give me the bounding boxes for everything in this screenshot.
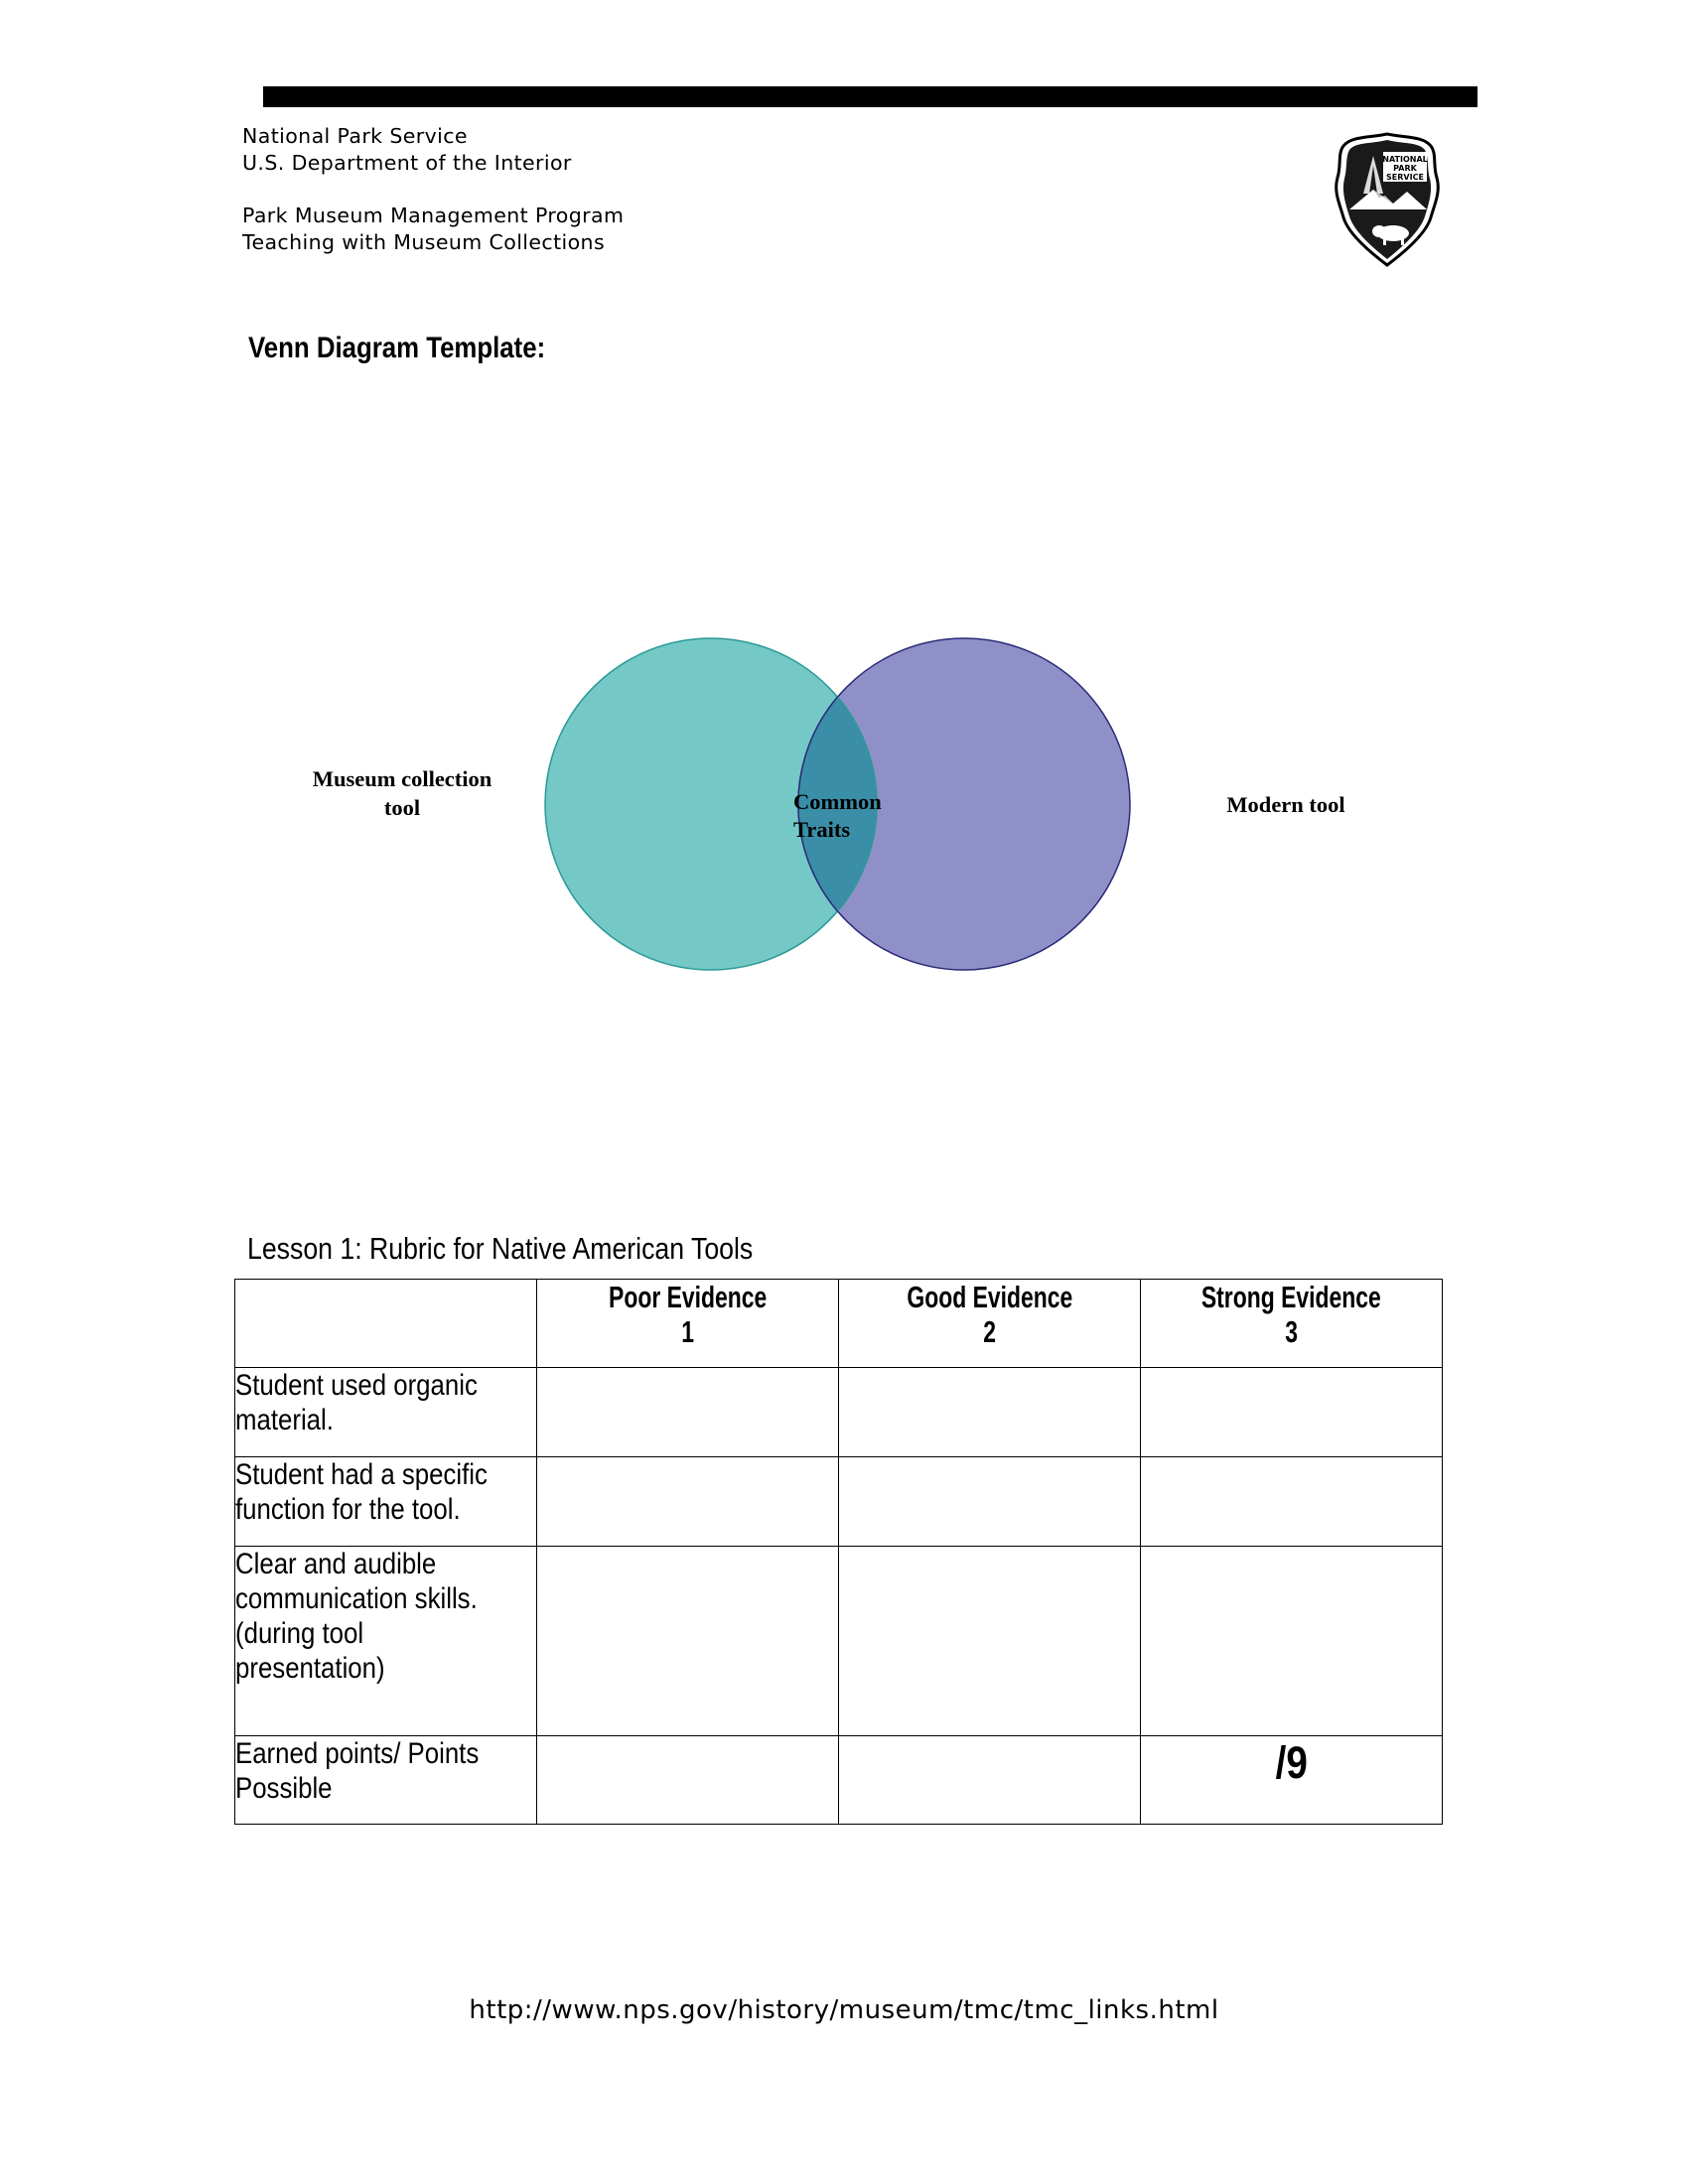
table-row (235, 1457, 1443, 1547)
rubric-corner-cell (235, 1280, 537, 1368)
venn-center-label (793, 788, 903, 844)
logo-text-2: PARK (1393, 164, 1417, 173)
score-cell[interactable] (839, 1457, 1141, 1547)
top-rule (263, 86, 1477, 107)
criterion-communication: Clear and audible communication skills. (during tool presentation) (235, 1547, 537, 1736)
total-score-cell[interactable]: /9 (1141, 1736, 1443, 1825)
logo-text-3: SERVICE (1386, 173, 1424, 182)
program-name: Park Museum Management Program (242, 204, 625, 227)
venn-left-label (278, 764, 526, 822)
venn-center-label-line1: Common (793, 789, 882, 814)
rubric-header-row (235, 1280, 1443, 1368)
criterion-organic-material: Student used organic material. (235, 1368, 537, 1457)
section-title: Venn Diagram Template: (248, 332, 546, 364)
venn-center-label-line2: Traits (793, 817, 851, 842)
footer-url[interactable]: http://www.nps.gov/history/museum/tmc/tmc_links.html (469, 1995, 1219, 2025)
venn-left-label-line2: tool (383, 795, 421, 820)
score-cell[interactable] (537, 1368, 839, 1457)
score-cell[interactable] (537, 1547, 839, 1736)
score-cell[interactable] (1141, 1368, 1443, 1457)
score-cell[interactable] (537, 1736, 839, 1825)
rubric-table (234, 1279, 1443, 1825)
criterion-total-points: Earned points/ Points Possible (235, 1736, 537, 1825)
score-cell[interactable] (1141, 1457, 1443, 1547)
agency-header (242, 123, 624, 256)
table-row (235, 1368, 1443, 1457)
score-cell[interactable] (839, 1368, 1141, 1457)
table-row (235, 1547, 1443, 1736)
score-cell[interactable] (839, 1736, 1141, 1825)
venn-right-label: Modern tool (1226, 792, 1345, 817)
score-cell[interactable] (839, 1547, 1141, 1736)
department-name: U.S. Department of the Interior (242, 151, 572, 175)
criterion-specific-function: Student had a specific function for the tool. (235, 1457, 537, 1547)
logo-text-1: NATIONAL (1382, 155, 1428, 164)
score-cell[interactable] (1141, 1547, 1443, 1736)
series-name: Teaching with Museum Collections (242, 230, 606, 254)
rubric-title: Lesson 1: Rubric for Native American Tools (247, 1231, 754, 1266)
nps-arrowhead-icon (1334, 132, 1441, 267)
agency-name: National Park Service (242, 124, 468, 148)
score-cell[interactable] (537, 1457, 839, 1547)
venn-left-label-line1: Museum collection (312, 766, 492, 791)
column-header-good: Good Evidence 2 (839, 1280, 1141, 1368)
table-row (235, 1736, 1443, 1825)
column-header-poor: Poor Evidence 1 (537, 1280, 839, 1368)
column-header-strong: Strong Evidence 3 (1141, 1280, 1443, 1368)
